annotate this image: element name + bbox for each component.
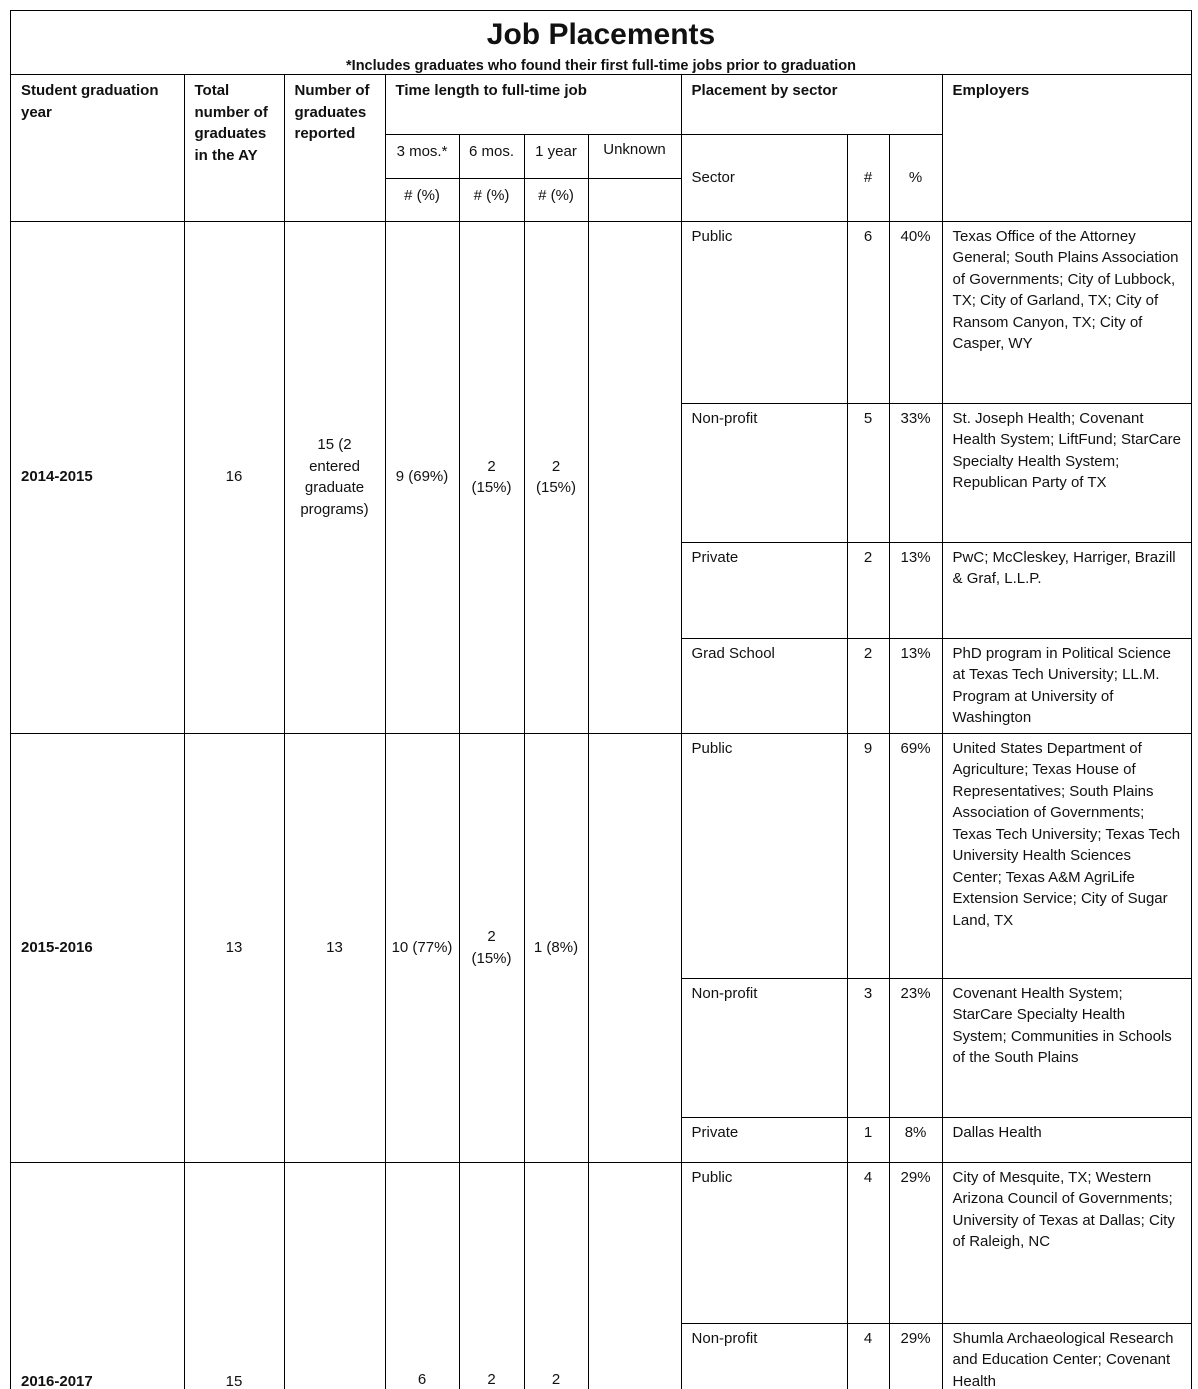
- sector-pct: 29%: [889, 1162, 942, 1323]
- row-year: 2015-2016: [11, 733, 184, 1162]
- row-total: 15: [184, 1162, 284, 1389]
- sector-pct: 23%: [889, 978, 942, 1117]
- row-3mos: 10 (77%): [385, 733, 459, 1162]
- row-3mos: 9 (69%): [385, 221, 459, 733]
- sector-employers: City of Mesquite, TX; Western Arizona Council of Governments; University of Texas at Dallas; City of Raleigh, NC: [942, 1162, 1192, 1323]
- sector-name: Non-profit: [681, 403, 847, 542]
- row-1year: 1 (8%): [524, 733, 588, 1162]
- sector-name: Private: [681, 1117, 847, 1162]
- header-1year-sub: # (%): [524, 178, 588, 221]
- header-count: #: [847, 134, 889, 221]
- header-sector: Sector: [681, 134, 847, 221]
- sector-employers: Dallas Health: [942, 1117, 1192, 1162]
- sector-count: 6: [847, 221, 889, 403]
- sector-employers: St. Joseph Health; Covenant Health System; LiftFund; StarCare Specialty Health System; Republican Party of TX: [942, 403, 1192, 542]
- sector-employers: United States Department of Agriculture; Texas House of Representatives; South Plains Association of Governments; Texas Tech University; Texas Tech University Health Sciences Center; Texas A&M AgriLife Extension Service; City of Sugar Land, TX: [942, 733, 1192, 978]
- sector-pct: 40%: [889, 221, 942, 403]
- sector-employers: Texas Office of the Attorney General; South Plains Association of Governments; City of Lubbock, TX; City of Garland, TX; City of Ransom Canyon, TX; City of Casper, WY: [942, 221, 1192, 403]
- sector-count: 5: [847, 403, 889, 542]
- sector-count: 9: [847, 733, 889, 978]
- header-time-length: Time length to full-time job: [385, 75, 681, 134]
- sector-name: Public: [681, 1162, 847, 1323]
- sector-pct: 29%: [889, 1323, 942, 1389]
- row-1year: 2 (15%): [524, 221, 588, 733]
- sector-count: 3: [847, 978, 889, 1117]
- sector-name: Non-profit: [681, 978, 847, 1117]
- row-total: 16: [184, 221, 284, 733]
- row-unknown: [588, 221, 681, 733]
- row-reported: 15 (2 entered graduate programs): [284, 221, 385, 733]
- header-row-1: [11, 75, 1192, 134]
- header-3mos-sub: # (%): [385, 178, 459, 221]
- sector-employers: Shumla Archaeological Research and Education Center; Covenant Health: [942, 1323, 1192, 1389]
- sector-pct: 8%: [889, 1117, 942, 1162]
- sector-pct: 13%: [889, 638, 942, 733]
- row-year: 2016-2017: [11, 1162, 184, 1389]
- row-reported: 13: [284, 733, 385, 1162]
- sector-pct: 69%: [889, 733, 942, 978]
- row-3mos: 6: [385, 1162, 459, 1389]
- header-year: Student graduation year: [11, 75, 184, 221]
- job-placements-document: [10, 10, 1192, 1389]
- header-unknown: Unknown: [588, 134, 681, 178]
- header-placement: Placement by sector: [681, 75, 942, 134]
- row-6mos: 2: [459, 1162, 524, 1389]
- sector-name: Public: [681, 733, 847, 978]
- header-6mos-sub: # (%): [459, 178, 524, 221]
- row-unknown: [588, 733, 681, 1162]
- sector-pct: 13%: [889, 542, 942, 638]
- header-total: Total number of graduates in the AY: [184, 75, 284, 221]
- row-1year: 2: [524, 1162, 588, 1389]
- title-block: [11, 11, 1191, 75]
- table-row: [11, 221, 1192, 403]
- header-employers: Employers: [942, 75, 1192, 221]
- row-reported: [284, 1162, 385, 1389]
- row-year: 2014-2015: [11, 221, 184, 733]
- sector-employers: PwC; McCleskey, Harriger, Brazill & Graf, L.L.P.: [942, 542, 1192, 638]
- sector-count: 4: [847, 1162, 889, 1323]
- table-row: [11, 1162, 1192, 1323]
- sector-employers: Covenant Health System; StarCare Specialty Health System; Communities in Schools of the South Plains: [942, 978, 1192, 1117]
- sector-name: Private: [681, 542, 847, 638]
- sector-pct: 33%: [889, 403, 942, 542]
- sector-count: 4: [847, 1323, 889, 1389]
- row-6mos: 2 (15%): [459, 733, 524, 1162]
- header-pct: %: [889, 134, 942, 221]
- placements-table: [11, 75, 1192, 1389]
- sector-count: 1: [847, 1117, 889, 1162]
- sector-name: Non-profit: [681, 1323, 847, 1389]
- row-total: 13: [184, 733, 284, 1162]
- sector-count: 2: [847, 638, 889, 733]
- sector-name: Public: [681, 221, 847, 403]
- row-6mos: 2 (15%): [459, 221, 524, 733]
- sector-name: Grad School: [681, 638, 847, 733]
- page-subtitle: *Includes graduates who found their first full-time jobs prior to graduation: [346, 58, 856, 74]
- sector-employers: PhD program in Political Science at Texas Tech University; LL.M. Program at University of Washington: [942, 638, 1192, 733]
- page-title: Job Placements: [486, 18, 716, 51]
- sector-count: 2: [847, 542, 889, 638]
- header-6mos: 6 mos.: [459, 134, 524, 178]
- header-1year: 1 year: [524, 134, 588, 178]
- header-unknown-sub: [588, 178, 681, 221]
- row-unknown: [588, 1162, 681, 1389]
- header-reported: Number of graduates reported: [284, 75, 385, 221]
- header-3mos: 3 mos.*: [385, 134, 459, 178]
- table-row: [11, 733, 1192, 978]
